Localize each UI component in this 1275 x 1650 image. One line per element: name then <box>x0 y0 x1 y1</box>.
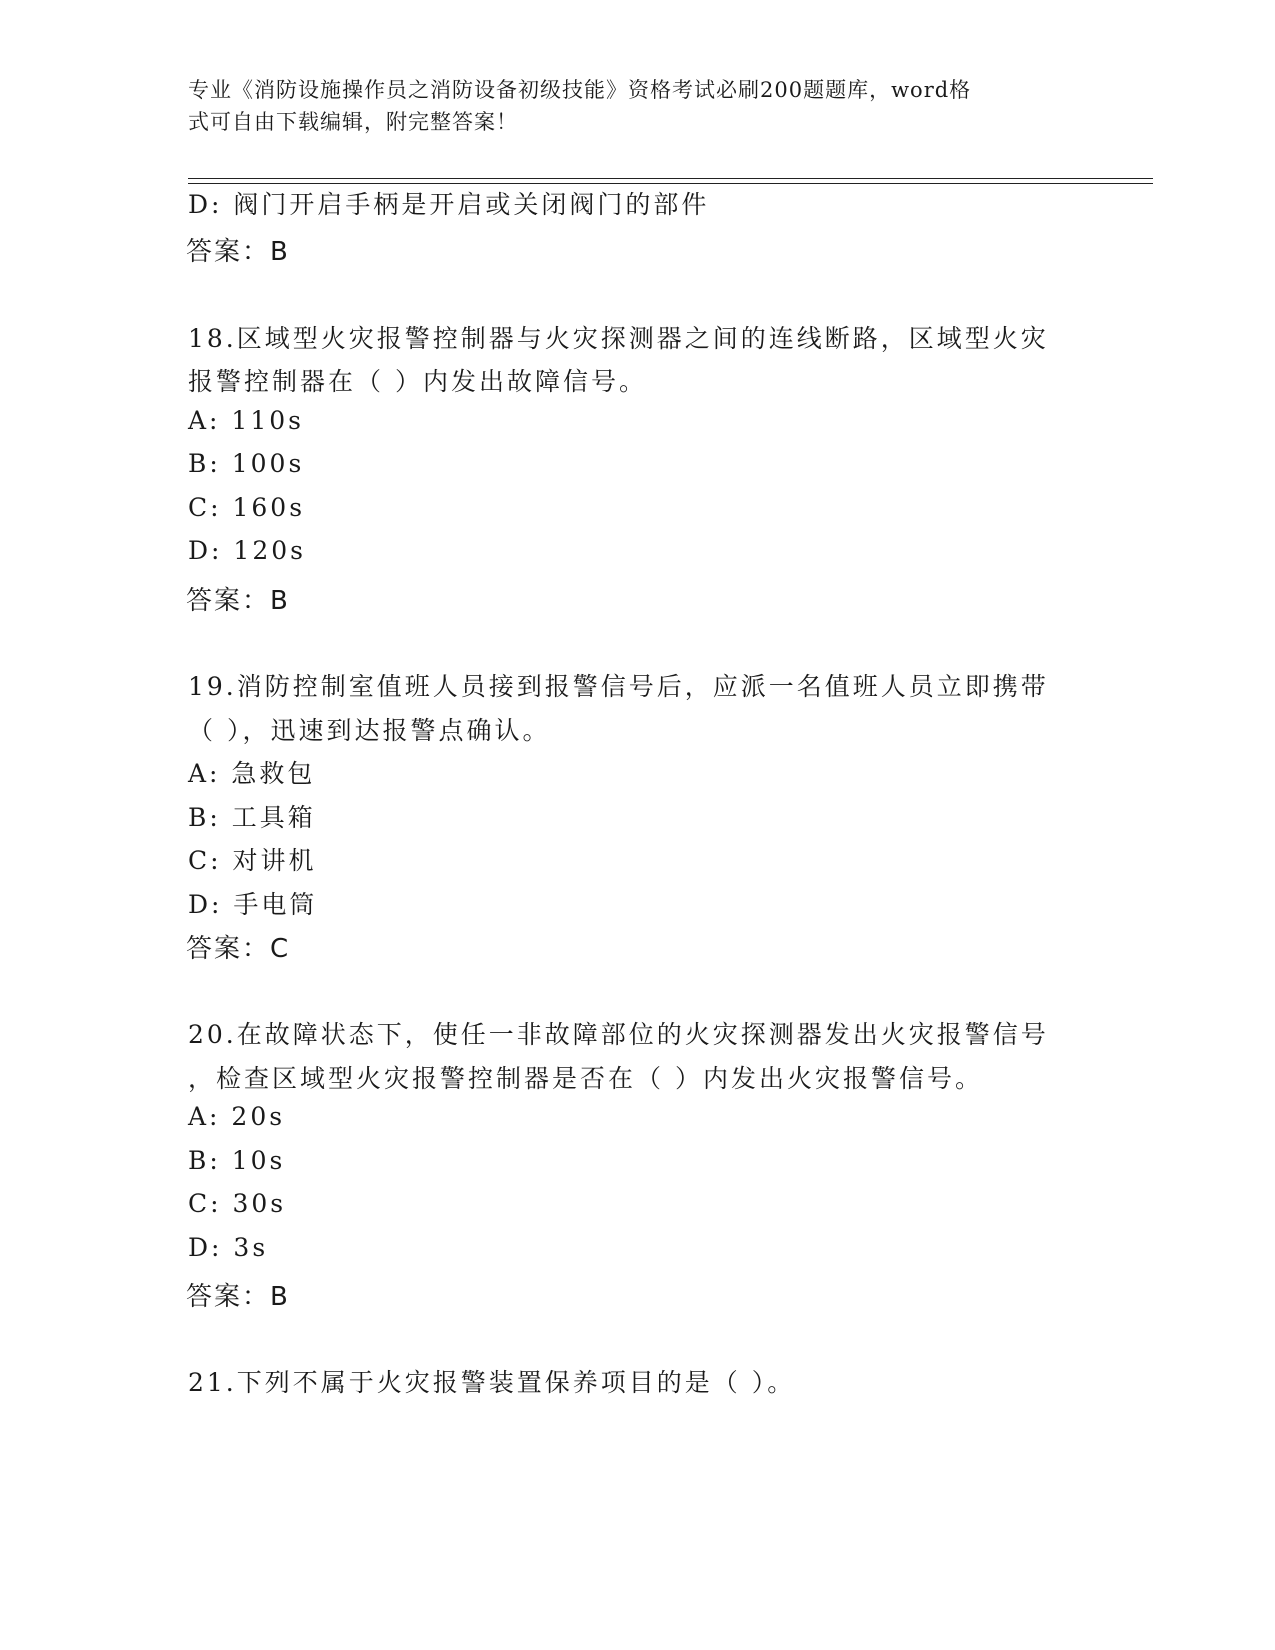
q19-option-c: C: 对讲机 <box>188 846 317 875</box>
header-line-2: 式可自由下载编辑，附完整答案！ <box>188 110 518 134</box>
q19-option-d: D: 手电筒 <box>188 890 318 919</box>
q20-option-a: A: 20s <box>188 1102 286 1131</box>
q18-option-b: B: 100s <box>188 449 305 478</box>
header-line-1: 专业《消防设施操作员之消防设备初级技能》资格考试必刷200题题库，word格 <box>188 78 972 102</box>
q19-option-a: A: 急救包 <box>188 759 316 788</box>
q20-option-d: D: 3s <box>188 1233 269 1262</box>
header-rule-top <box>188 178 1153 179</box>
q20-option-c: C: 30s <box>188 1189 287 1218</box>
q19-text-line-1: 19.消防控制室值班人员接到报警信号后，应派一名值班人员立即携带 <box>188 672 1049 701</box>
q20-answer: 答案：B <box>186 1282 290 1312</box>
q20-option-b: B: 10s <box>188 1146 286 1175</box>
q19-text-line-2: （ ），迅速到达报警点确认。 <box>188 716 551 745</box>
q20-text-line-2: ，检查区域型火灾报警控制器是否在（ ）内发出火灾报警信号。 <box>188 1064 983 1093</box>
document-header <box>188 74 1068 138</box>
q21-text-line-1: 21.下列不属于火灾报警装置保养项目的是（ ）。 <box>188 1368 796 1397</box>
q20-text-line-1: 20.在故障状态下，使任一非故障部位的火灾探测器发出火灾报警信号 <box>188 1020 1049 1049</box>
prev-option-d: D: 阀门开启手柄是开启或关闭阀门的部件 <box>188 190 710 219</box>
q19-answer: 答案：C <box>186 934 291 964</box>
prev-answer: 答案：B <box>186 237 290 267</box>
q18-option-a: A: 110s <box>188 406 304 435</box>
header-rule-bottom <box>188 183 1153 184</box>
q19-option-b: B: 工具箱 <box>188 803 316 832</box>
q18-text-line-2: 报警控制器在（ ）内发出故障信号。 <box>188 367 647 396</box>
q18-option-c: C: 160s <box>188 493 306 522</box>
q18-text-line-1: 18.区域型火灾报警控制器与火灾探测器之间的连线断路，区域型火灾 <box>188 324 1049 353</box>
q18-answer: 答案：B <box>186 586 290 616</box>
q18-option-d: D: 120s <box>188 536 306 565</box>
